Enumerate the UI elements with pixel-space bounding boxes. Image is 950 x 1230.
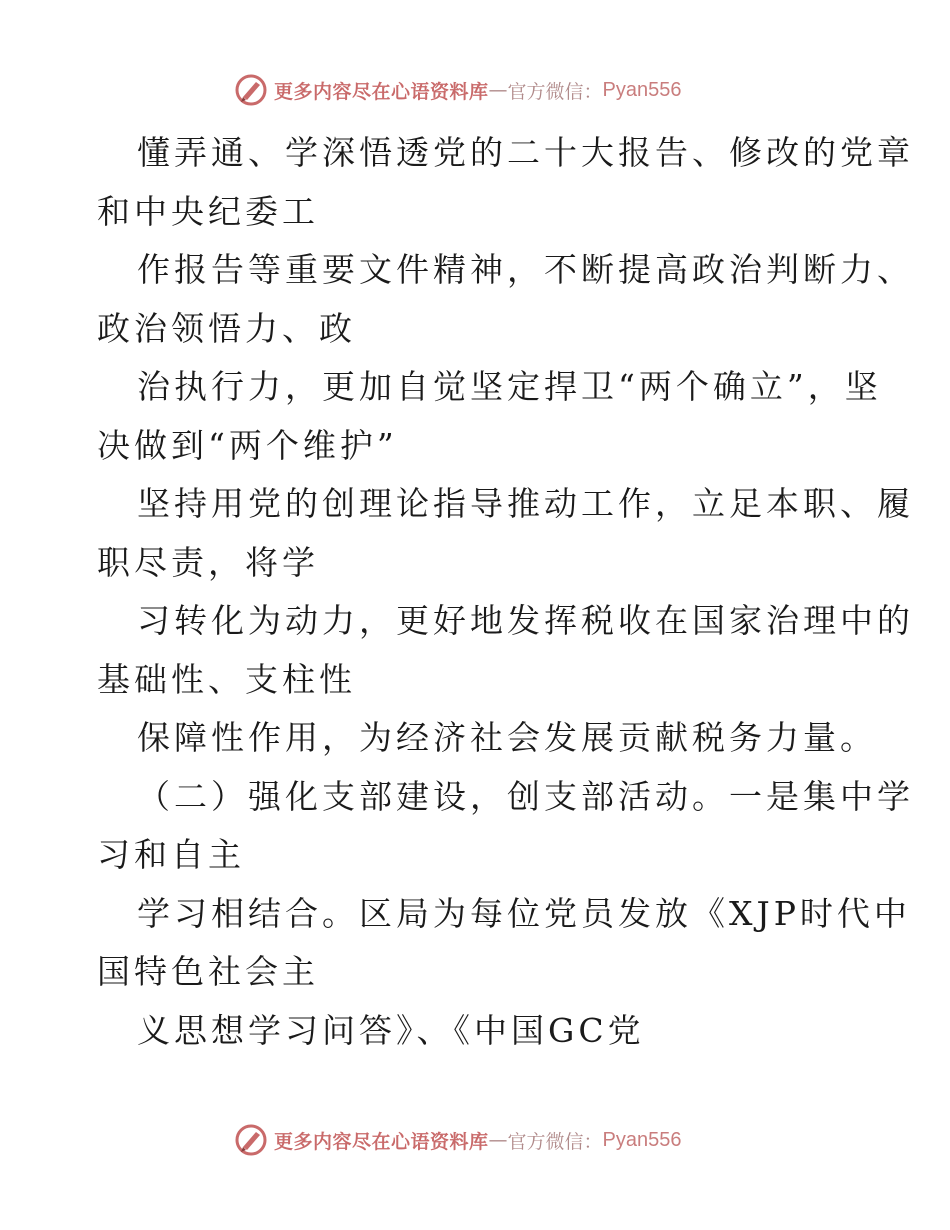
watermark-official-label: 官方微信： xyxy=(507,1130,603,1153)
body-line: 作报告等重要文件精神，不断提高政治判断力、 xyxy=(137,250,914,289)
watermark-main-text: 更多内容尽在心语资料库 xyxy=(274,80,489,103)
body-line: （二）强化支部建设，创支部活动。一是集中学 xyxy=(137,776,914,816)
body-line: 基础性、支柱性 xyxy=(97,659,356,699)
body-line: 和中央纪委工 xyxy=(97,191,319,231)
document-body xyxy=(97,124,914,1060)
body-line: 治执行力，更加自觉坚定捍卫“两个确立”，坚 xyxy=(137,367,882,406)
header-watermark xyxy=(234,72,682,108)
body-line: 习和自主 xyxy=(97,835,245,874)
pen-seal-icon xyxy=(234,73,268,107)
watermark-separator: — xyxy=(488,1129,508,1151)
body-line: 政治领悟力、政 xyxy=(97,308,356,348)
watermark-main-text: 更多内容尽在心语资料库 xyxy=(274,1130,489,1153)
watermark-official-label: 官方微信： xyxy=(507,80,603,103)
watermark-account-id: Pyan556 xyxy=(602,78,682,101)
footer-watermark xyxy=(234,1122,682,1158)
watermark-separator: — xyxy=(488,79,508,101)
body-line: 学习相结合。区局为每位党员发放《XJP时代中 xyxy=(137,893,911,933)
body-line: 决做到“两个维护” xyxy=(97,425,398,465)
watermark-account-id: Pyan556 xyxy=(602,1128,682,1151)
body-line: 职尽责，将学 xyxy=(97,542,319,582)
body-line: 懂弄通、学深悟透党的二十大报告、修改的党章 xyxy=(137,133,914,172)
pen-seal-icon xyxy=(234,1123,268,1157)
body-line: 习转化为动力，更好地发挥税收在国家治理中的 xyxy=(137,601,914,640)
body-line: 坚持用党的创理论指导推动工作，立足本职、履 xyxy=(137,484,914,523)
body-line: 国特色社会主 xyxy=(97,952,319,991)
body-line: 保障性作用，为经济社会发展贡献税务力量。 xyxy=(137,718,877,757)
body-line: 义思想学习问答》、《中国GC党 xyxy=(137,1010,645,1050)
